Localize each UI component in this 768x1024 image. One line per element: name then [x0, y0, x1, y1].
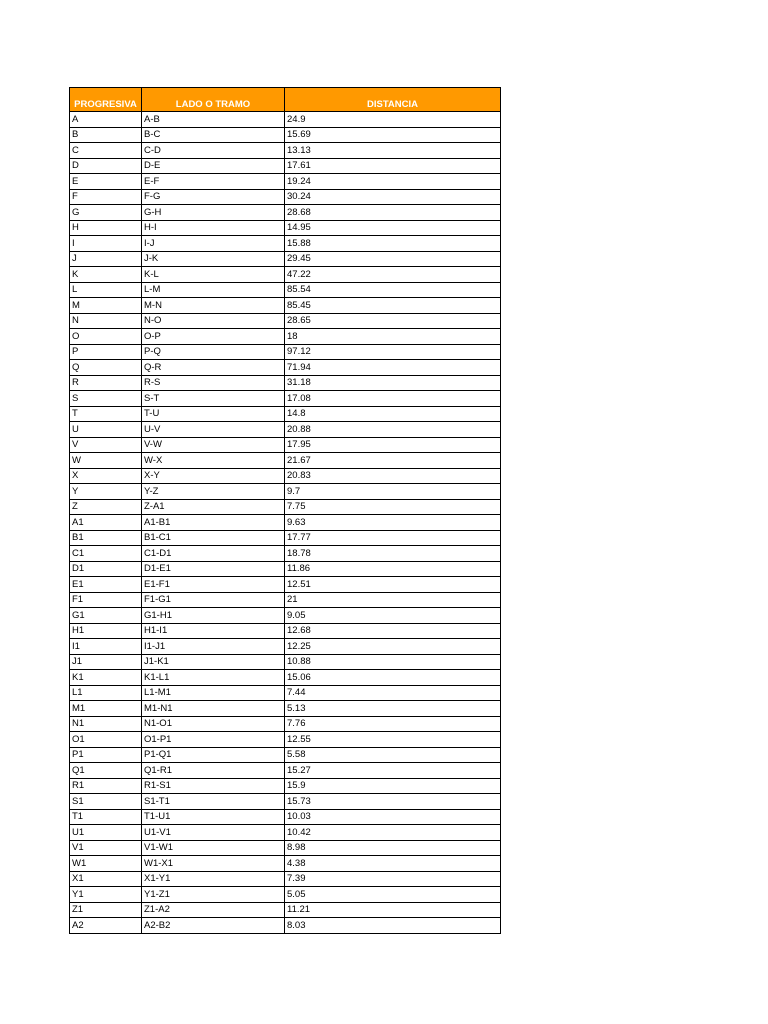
- cell-progresiva: B: [70, 127, 142, 143]
- cell-progresiva: P1: [70, 747, 142, 763]
- header-lado-o-tramo: LADO O TRAMO: [142, 88, 285, 112]
- table-row: [70, 391, 501, 407]
- cell-distancia: 7.76: [285, 716, 501, 732]
- cell-distancia: 15.9: [285, 778, 501, 794]
- cell-distancia: 7.39: [285, 871, 501, 887]
- cell-progresiva: H: [70, 220, 142, 236]
- cell-distancia: 5.13: [285, 701, 501, 717]
- table-row: [70, 825, 501, 841]
- table-row: [70, 902, 501, 918]
- table-row: [70, 112, 501, 128]
- cell-distancia: 24.9: [285, 112, 501, 128]
- table-row: [70, 344, 501, 360]
- cell-progresiva: D: [70, 158, 142, 174]
- cell-distancia: 13.13: [285, 143, 501, 159]
- table-row: [70, 654, 501, 670]
- table-row: [70, 887, 501, 903]
- table-row: [70, 174, 501, 190]
- table-row: [70, 313, 501, 329]
- cell-distancia: 28.65: [285, 313, 501, 329]
- cell-progresiva: F1: [70, 592, 142, 608]
- table-row: [70, 282, 501, 298]
- cell-progresiva: Z: [70, 499, 142, 515]
- cell-lado-o-tramo: H-I: [142, 220, 285, 236]
- table-row: [70, 561, 501, 577]
- cell-lado-o-tramo: X-Y: [142, 468, 285, 484]
- table-row: [70, 220, 501, 236]
- cell-progresiva: Q1: [70, 763, 142, 779]
- table-row: [70, 329, 501, 345]
- cell-lado-o-tramo: U1-V1: [142, 825, 285, 841]
- cell-lado-o-tramo: H1-I1: [142, 623, 285, 639]
- cell-lado-o-tramo: G-H: [142, 205, 285, 221]
- cell-progresiva: A2: [70, 918, 142, 934]
- cell-distancia: 19.24: [285, 174, 501, 190]
- cell-lado-o-tramo: W1-X1: [142, 856, 285, 872]
- cell-distancia: 12.51: [285, 577, 501, 593]
- table-row: [70, 468, 501, 484]
- cell-distancia: 47.22: [285, 267, 501, 283]
- cell-distancia: 28.68: [285, 205, 501, 221]
- cell-progresiva: D1: [70, 561, 142, 577]
- cell-progresiva: M1: [70, 701, 142, 717]
- cell-distancia: 9.63: [285, 515, 501, 531]
- cell-progresiva: R: [70, 375, 142, 391]
- cell-distancia: 10.03: [285, 809, 501, 825]
- cell-progresiva: A1: [70, 515, 142, 531]
- table-row: [70, 205, 501, 221]
- cell-distancia: 15.88: [285, 236, 501, 252]
- table-row: [70, 267, 501, 283]
- table-row: [70, 592, 501, 608]
- cell-distancia: 18: [285, 329, 501, 345]
- cell-lado-o-tramo: P-Q: [142, 344, 285, 360]
- cell-lado-o-tramo: M1-N1: [142, 701, 285, 717]
- cell-distancia: 5.05: [285, 887, 501, 903]
- cell-lado-o-tramo: T1-U1: [142, 809, 285, 825]
- table-row: [70, 484, 501, 500]
- cell-progresiva: N1: [70, 716, 142, 732]
- cell-progresiva: M: [70, 298, 142, 314]
- cell-lado-o-tramo: L1-M1: [142, 685, 285, 701]
- table-row: [70, 251, 501, 267]
- cell-distancia: 8.03: [285, 918, 501, 934]
- cell-progresiva: W: [70, 453, 142, 469]
- cell-lado-o-tramo: Z1-A2: [142, 902, 285, 918]
- cell-progresiva: C1: [70, 546, 142, 562]
- cell-lado-o-tramo: D-E: [142, 158, 285, 174]
- table-row: [70, 158, 501, 174]
- table-row: [70, 453, 501, 469]
- table-row: [70, 747, 501, 763]
- table-row: [70, 236, 501, 252]
- cell-distancia: 5.58: [285, 747, 501, 763]
- cell-lado-o-tramo: T-U: [142, 406, 285, 422]
- cell-lado-o-tramo: J1-K1: [142, 654, 285, 670]
- header-progresiva: PROGRESIVA: [70, 88, 142, 112]
- table-row: [70, 546, 501, 562]
- cell-lado-o-tramo: U-V: [142, 422, 285, 438]
- cell-progresiva: S: [70, 391, 142, 407]
- cell-lado-o-tramo: K1-L1: [142, 670, 285, 686]
- cell-distancia: 85.45: [285, 298, 501, 314]
- cell-lado-o-tramo: E-F: [142, 174, 285, 190]
- cell-distancia: 15.06: [285, 670, 501, 686]
- cell-lado-o-tramo: R1-S1: [142, 778, 285, 794]
- cell-progresiva: W1: [70, 856, 142, 872]
- cell-lado-o-tramo: A1-B1: [142, 515, 285, 531]
- cell-progresiva: J: [70, 251, 142, 267]
- table-row: [70, 515, 501, 531]
- cell-progresiva: I: [70, 236, 142, 252]
- cell-distancia: 11.86: [285, 561, 501, 577]
- cell-distancia: 14.8: [285, 406, 501, 422]
- cell-progresiva: T1: [70, 809, 142, 825]
- cell-progresiva: I1: [70, 639, 142, 655]
- cell-distancia: 17.61: [285, 158, 501, 174]
- cell-distancia: 14.95: [285, 220, 501, 236]
- cell-distancia: 97.12: [285, 344, 501, 360]
- table-row: [70, 437, 501, 453]
- cell-progresiva: K: [70, 267, 142, 283]
- cell-progresiva: X: [70, 468, 142, 484]
- table-row: [70, 530, 501, 546]
- cell-lado-o-tramo: S-T: [142, 391, 285, 407]
- cell-lado-o-tramo: X1-Y1: [142, 871, 285, 887]
- cell-lado-o-tramo: J-K: [142, 251, 285, 267]
- cell-lado-o-tramo: Q1-R1: [142, 763, 285, 779]
- cell-lado-o-tramo: N-O: [142, 313, 285, 329]
- cell-progresiva: F: [70, 189, 142, 205]
- cell-distancia: 10.42: [285, 825, 501, 841]
- cell-progresiva: S1: [70, 794, 142, 810]
- table-row: [70, 809, 501, 825]
- cell-progresiva: K1: [70, 670, 142, 686]
- header-row: [70, 88, 501, 112]
- cell-lado-o-tramo: C-D: [142, 143, 285, 159]
- table-row: [70, 499, 501, 515]
- cell-distancia: 17.08: [285, 391, 501, 407]
- cell-lado-o-tramo: W-X: [142, 453, 285, 469]
- cell-distancia: 15.27: [285, 763, 501, 779]
- cell-lado-o-tramo: B-C: [142, 127, 285, 143]
- header-distancia: DISTANCIA: [285, 88, 501, 112]
- cell-progresiva: C: [70, 143, 142, 159]
- table-row: [70, 732, 501, 748]
- cell-lado-o-tramo: C1-D1: [142, 546, 285, 562]
- cell-distancia: 7.75: [285, 499, 501, 515]
- distance-table: [69, 87, 501, 934]
- cell-lado-o-tramo: E1-F1: [142, 577, 285, 593]
- cell-progresiva: V: [70, 437, 142, 453]
- cell-lado-o-tramo: I-J: [142, 236, 285, 252]
- cell-lado-o-tramo: O1-P1: [142, 732, 285, 748]
- spreadsheet-page: [69, 87, 501, 934]
- table-row: [70, 856, 501, 872]
- cell-progresiva: L1: [70, 685, 142, 701]
- table-body: [70, 112, 501, 934]
- table-row: [70, 127, 501, 143]
- table-row: [70, 298, 501, 314]
- table-row: [70, 670, 501, 686]
- cell-distancia: 31.18: [285, 375, 501, 391]
- cell-progresiva: E1: [70, 577, 142, 593]
- cell-lado-o-tramo: Y1-Z1: [142, 887, 285, 903]
- cell-distancia: 15.69: [285, 127, 501, 143]
- cell-lado-o-tramo: F1-G1: [142, 592, 285, 608]
- cell-lado-o-tramo: P1-Q1: [142, 747, 285, 763]
- cell-lado-o-tramo: Z-A1: [142, 499, 285, 515]
- cell-progresiva: U1: [70, 825, 142, 841]
- cell-progresiva: T: [70, 406, 142, 422]
- table-row: [70, 871, 501, 887]
- cell-lado-o-tramo: I1-J1: [142, 639, 285, 655]
- cell-lado-o-tramo: R-S: [142, 375, 285, 391]
- cell-progresiva: U: [70, 422, 142, 438]
- table-row: [70, 406, 501, 422]
- cell-progresiva: O1: [70, 732, 142, 748]
- cell-lado-o-tramo: D1-E1: [142, 561, 285, 577]
- cell-lado-o-tramo: O-P: [142, 329, 285, 345]
- cell-distancia: 20.83: [285, 468, 501, 484]
- cell-progresiva: N: [70, 313, 142, 329]
- cell-distancia: 17.95: [285, 437, 501, 453]
- table-row: [70, 577, 501, 593]
- cell-lado-o-tramo: S1-T1: [142, 794, 285, 810]
- cell-progresiva: H1: [70, 623, 142, 639]
- cell-lado-o-tramo: V-W: [142, 437, 285, 453]
- cell-distancia: 10.88: [285, 654, 501, 670]
- cell-progresiva: P: [70, 344, 142, 360]
- cell-distancia: 30.24: [285, 189, 501, 205]
- cell-distancia: 12.68: [285, 623, 501, 639]
- cell-progresiva: B1: [70, 530, 142, 546]
- cell-progresiva: J1: [70, 654, 142, 670]
- cell-lado-o-tramo: M-N: [142, 298, 285, 314]
- cell-distancia: 18.78: [285, 546, 501, 562]
- table-row: [70, 422, 501, 438]
- cell-lado-o-tramo: Q-R: [142, 360, 285, 376]
- cell-distancia: 8.98: [285, 840, 501, 856]
- cell-distancia: 15.73: [285, 794, 501, 810]
- cell-distancia: 85.54: [285, 282, 501, 298]
- cell-distancia: 9.7: [285, 484, 501, 500]
- table-row: [70, 701, 501, 717]
- cell-progresiva: O: [70, 329, 142, 345]
- table-row: [70, 639, 501, 655]
- cell-distancia: 17.77: [285, 530, 501, 546]
- table-row: [70, 763, 501, 779]
- cell-progresiva: G: [70, 205, 142, 221]
- table-row: [70, 918, 501, 934]
- cell-progresiva: Z1: [70, 902, 142, 918]
- cell-distancia: 71.94: [285, 360, 501, 376]
- cell-distancia: 9.05: [285, 608, 501, 624]
- cell-lado-o-tramo: A-B: [142, 112, 285, 128]
- table-row: [70, 840, 501, 856]
- cell-distancia: 7.44: [285, 685, 501, 701]
- cell-progresiva: Y: [70, 484, 142, 500]
- cell-progresiva: Y1: [70, 887, 142, 903]
- cell-lado-o-tramo: Y-Z: [142, 484, 285, 500]
- cell-lado-o-tramo: K-L: [142, 267, 285, 283]
- cell-lado-o-tramo: L-M: [142, 282, 285, 298]
- cell-distancia: 29.45: [285, 251, 501, 267]
- cell-progresiva: G1: [70, 608, 142, 624]
- table-row: [70, 360, 501, 376]
- cell-distancia: 21.67: [285, 453, 501, 469]
- cell-progresiva: V1: [70, 840, 142, 856]
- cell-progresiva: Q: [70, 360, 142, 376]
- cell-distancia: 11.21: [285, 902, 501, 918]
- cell-lado-o-tramo: F-G: [142, 189, 285, 205]
- table-row: [70, 189, 501, 205]
- table-row: [70, 794, 501, 810]
- table-row: [70, 608, 501, 624]
- cell-distancia: 12.25: [285, 639, 501, 655]
- cell-lado-o-tramo: G1-H1: [142, 608, 285, 624]
- cell-progresiva: E: [70, 174, 142, 190]
- cell-lado-o-tramo: A2-B2: [142, 918, 285, 934]
- table-row: [70, 685, 501, 701]
- cell-progresiva: X1: [70, 871, 142, 887]
- cell-progresiva: L: [70, 282, 142, 298]
- cell-lado-o-tramo: V1-W1: [142, 840, 285, 856]
- table-row: [70, 716, 501, 732]
- cell-distancia: 4.38: [285, 856, 501, 872]
- table-row: [70, 375, 501, 391]
- cell-lado-o-tramo: N1-O1: [142, 716, 285, 732]
- table-row: [70, 143, 501, 159]
- cell-distancia: 21: [285, 592, 501, 608]
- cell-distancia: 20.88: [285, 422, 501, 438]
- table-row: [70, 778, 501, 794]
- cell-progresiva: R1: [70, 778, 142, 794]
- table-row: [70, 623, 501, 639]
- cell-lado-o-tramo: B1-C1: [142, 530, 285, 546]
- cell-distancia: 12.55: [285, 732, 501, 748]
- cell-progresiva: A: [70, 112, 142, 128]
